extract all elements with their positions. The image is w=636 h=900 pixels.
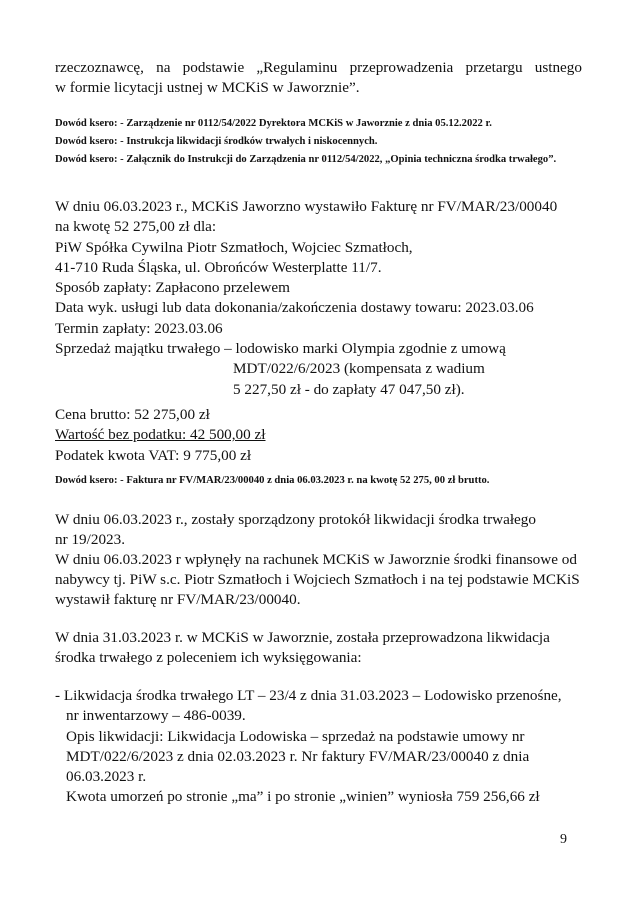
evidence-text: Instrukcja likwidacji środków trwałych i niskocennych. [126, 136, 378, 147]
text-line: MDT/022/6/2023 (kompensata z wadium [233, 360, 485, 378]
evidence-list [55, 473, 582, 488]
text-line: w formie licytacji ustnej w MCKiS w Jaworznie”. [55, 79, 360, 96]
evidence-text: Załącznik do Instrukcji do Zarządzenia nr 0112/54/2022, „Opinia techniczna środka trwałego”. [126, 154, 557, 165]
text-line: 5 227,50 zł - do zapłaty 47 047,50 zł). [233, 380, 465, 398]
text-line: Sprzedaż majątku trwałego – lodowisko marki Olympia zgodnie z umową [55, 340, 506, 358]
evidence-item [55, 116, 582, 131]
protocol-paragraph [55, 510, 582, 610]
evidence-item [55, 473, 582, 488]
text-line: środka trwałego z poleceniem ich wyksięgowania: [55, 649, 362, 666]
page-number: 9 [560, 832, 567, 847]
text-line: 41-710 Ruda Śląska, ul. Obrońców Westerplatte 11/7. [55, 258, 382, 276]
text-line: W dnia 31.03.2023 r. w MCKiS w Jaworznie, została przeprowadzona likwidacja [55, 629, 550, 646]
evidence-label: Dowód ksero: - [55, 136, 127, 147]
text-line: W dniu 06.03.2023 r wpłynęły na rachunek MCKiS w Jaworznie środki finansowe od [55, 551, 577, 568]
text-line: nr 19/2023. [55, 531, 126, 548]
evidence-list [55, 116, 582, 167]
bullet-line: nr inwentarzowy – 486-0039. [66, 707, 246, 725]
intro-paragraph [55, 58, 582, 98]
text-line: na kwotę 52 275,00 zł dla: [55, 218, 217, 236]
evidence-text: Zarządzenie nr 0112/54/2022 Dyrektora MCKiS w Jaworznie z dnia 05.12.2022 r. [126, 118, 492, 129]
gross-price: Cena brutto: 52 275,00 zł [55, 405, 210, 423]
evidence-label: Dowód ksero: - [55, 475, 127, 486]
bullet-line: Opis likwidacji: Likwidacja Lodowiska – sprzedaż na podstawie umowy nr [66, 727, 525, 745]
text-line: nabywcy tj. PiW s.c. Piotr Szmatłoch i Wojciech Szmatłoch i na tej podstawie MCKiS [55, 571, 580, 588]
text-line: W dniu 06.03.2023 r., zostały sporządzony protokół likwidacji środka trwałego [55, 511, 536, 528]
evidence-text: Faktura nr FV/MAR/23/00040 z dnia 06.03.2023 r. na kwotę 52 275, 00 zł brutto. [126, 475, 490, 486]
text-line: Sposób zapłaty: Zapłacono przelewem [55, 279, 290, 297]
liquidation-bullet [55, 686, 582, 808]
text-line: W dniu 06.03.2023 r., MCKiS Jaworzno wystawiło Fakturę nr FV/MAR/23/00040 [55, 198, 558, 215]
text-line: rzeczoznawcę, na podstawie „Regulaminu przeprowadzenia przetargu ustnego [55, 59, 582, 76]
bullet-line: MDT/022/6/2023 z dnia 02.03.2023 r. Nr faktury FV/MAR/23/00040 z dnia [66, 747, 530, 765]
liquidation-paragraph [55, 628, 582, 668]
bullet-line: Kwota umorzeń po stronie „ma” i po stronie „winien” wyniosła 759 256,66 zł [66, 788, 540, 806]
evidence-label: Dowód ksero: - [55, 154, 127, 165]
text-line: Termin zapłaty: 2023.03.06 [55, 319, 223, 337]
vat-amount: Podatek kwota VAT: 9 775,00 zł [55, 446, 252, 464]
invoice-paragraph [55, 197, 582, 466]
text-line: PiW Spółka Cywilna Piotr Szmatłoch, Wojciec Szmatłoch, [55, 238, 413, 256]
bullet-line: - Likwidacja środka trwałego LT – 23/4 z dnia 31.03.2023 – Lodowisko przenośne, [55, 687, 562, 704]
text-line: wystawił fakturę nr FV/MAR/23/00040. [55, 591, 301, 608]
evidence-label: Dowód ksero: - [55, 118, 127, 129]
text-line: Data wyk. usługi lub data dokonania/zakończenia dostawy towaru: 2023.03.06 [55, 299, 534, 317]
bullet-line: 06.03.2023 r. [66, 768, 147, 786]
net-value: Wartość bez podatku: 42 500,00 zł [55, 426, 266, 444]
evidence-item [55, 134, 582, 149]
evidence-item [55, 152, 582, 167]
